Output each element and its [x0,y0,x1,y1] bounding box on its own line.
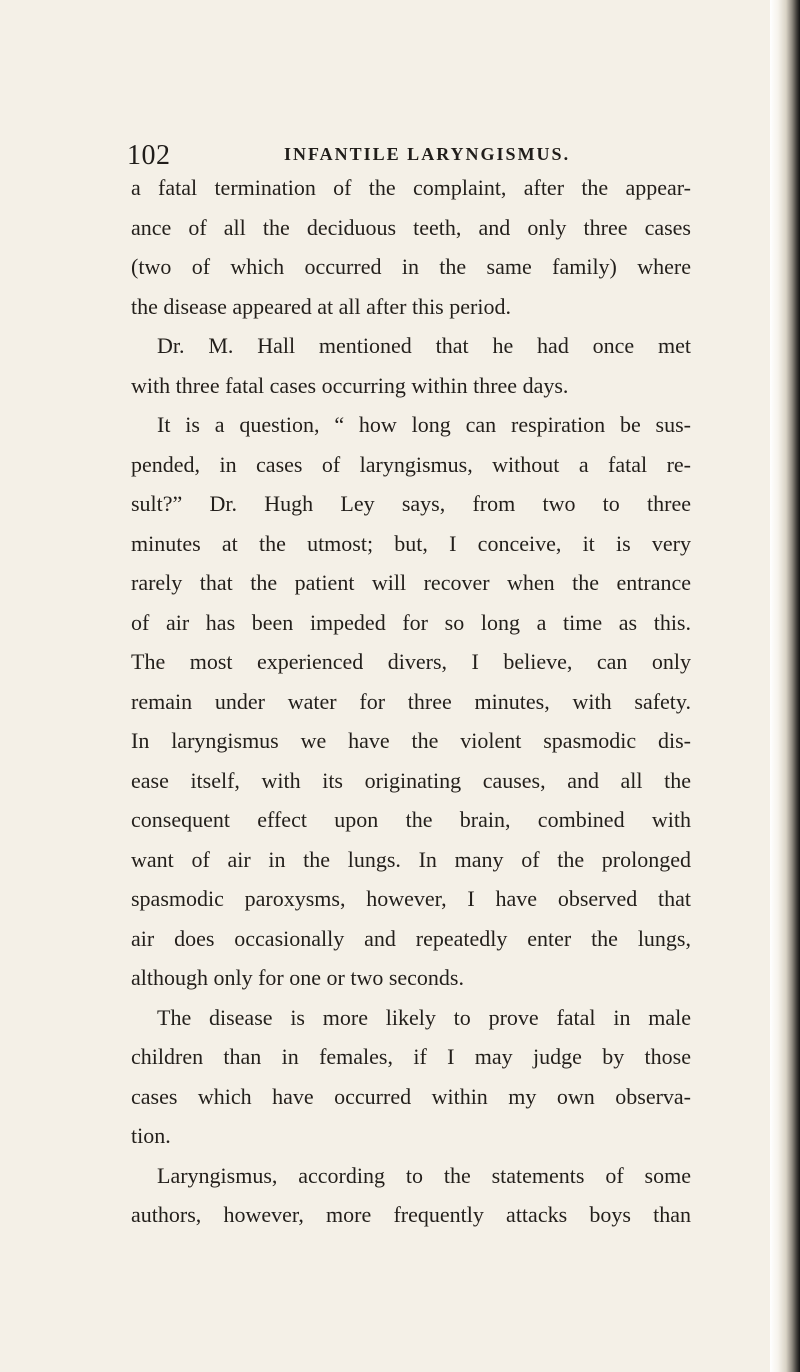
text-line: cases which have occurred within my own observa- [131,1083,691,1109]
text-line: ance of all the deciduous teeth, and only three cases [131,214,691,240]
text-line: Laryngismus, according to the statements of some [157,1162,691,1188]
page-number: 102 [127,140,171,171]
text-line: rarely that the patient will recover when the entrance [131,570,691,595]
text-line: although only for one or two seconds. [131,965,464,990]
text-line: pended, in cases of laryngismus, without a fatal re- [131,451,691,477]
text-line: It is a question, “ how long can respiration be sus- [157,412,691,437]
body-text [131,168,691,1235]
text-line: authors, however, more frequently attacks boys than [131,1202,691,1227]
text-line: air does occasionally and repeatedly enter the lungs, [131,925,691,951]
text-line: remain under water for three minutes, with safety. [131,688,691,714]
text-line: tion. [131,1123,171,1148]
text-line: children than in females, if I may judge by those [131,1044,691,1069]
text-line: In laryngismus we have the violent spasmodic dis- [131,728,691,753]
text-line: The disease is more likely to prove fatal in male [157,1004,691,1030]
text-line: (two of which occurred in the same family) where [131,254,691,279]
text-line: Dr. M. Hall mentioned that he had once met [157,333,691,358]
text-line: minutes at the utmost; but, I conceive, it is very [131,530,691,556]
text-line: the disease appeared at all after this period. [131,293,511,319]
text-line: sult?” Dr. Hugh Ley says, from two to three [131,491,691,516]
text-line: with three fatal cases occurring within three days. [131,372,569,398]
text-line: of air has been impeded for so long a time as this. [131,609,691,635]
text-line: spasmodic paroxysms, however, I have observed that [131,886,691,911]
text-line: ease itself, with its originating causes, and all the [131,767,691,793]
text-line: The most experienced divers, I believe, can only [131,649,691,674]
running-head: INFANTILE LARYNGISMUS. [284,144,571,164]
text-line: want of air in the lungs. In many of the prolonged [131,846,691,872]
text-line: a fatal termination of the complaint, after the appear- [131,175,691,200]
text-line: consequent effect upon the brain, combined with [131,807,691,832]
book-spine-edge [770,0,800,1372]
